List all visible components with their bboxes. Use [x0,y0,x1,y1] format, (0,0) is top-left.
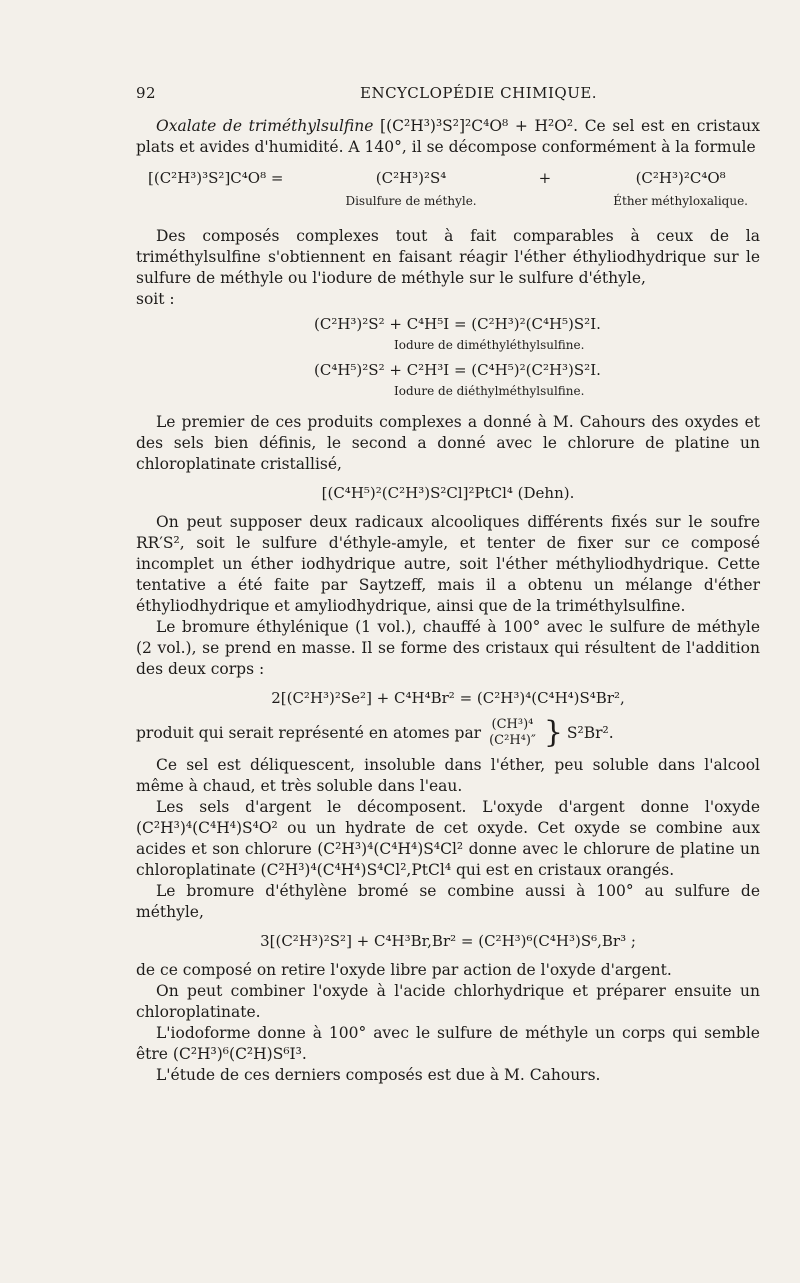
paragraph-chloroplatinate: On peut combiner l'oxyde à l'acide chlorhydrique et préparer ensuite un chloroplatinate. [136,982,760,1021]
paragraph-iodoforme: L'iodoforme donne à 100° avec le sulfure de méthyle un corps qui semble être (C²H³)⁶(C²H)S⁶I³. [136,1024,760,1063]
eq1-right-text: (C²H³)²C⁴O⁸ [635,169,726,187]
eq1-left [148,168,283,189]
eq1-right-caption: Éther méthyloxalique. [613,194,748,208]
equation-diethylmethyl: (C⁴H⁵)²S² + C²H³I = (C⁴H⁵)²(C²H³)S²I. [314,361,601,379]
eq1-left-text: [(C²H³)³S²]C⁴O⁸ = [148,169,284,187]
paragraph-sels-argent: Les sels d'argent le décomposent. L'oxyde d'argent donne l'oxyde (C²H³)⁴(C⁴H⁴)S⁴O² ou un hydrate de cet oxyde. Cet oxyde se combine aux acides et son chlorure (C²H³)⁴(C⁴H⁴)S⁴Cl² donne avec le chlorure de platine un chloroplatinate (C²H³)⁴(C⁴H⁴)S⁴Cl²,PtCl⁴ qui est en cristaux orangés. [136,798,760,879]
eq1-plus [539,168,552,189]
equation-bromure-brome: 3[(C²H³)²S²] + C⁴H³Br,Br² = (C²H³)⁶(C⁴H³)S⁶,Br³ ; [260,932,636,950]
running-title: ENCYCLOPÉDIE CHIMIQUE. [360,84,598,102]
paragraph-oxalate [136,116,760,158]
paragraph-oxalate-text: [(C²H³)³S²]²C⁴O⁸ + H²O². Ce sel est en cristaux plats et avides d'humidité. A 140°, il se décompose conformément à la formule [136,117,760,156]
paragraph-bromure-ethylene-brome: Le bromure d'éthylène bromé se combine aussi à 100° au sulfure de méthyle, [136,882,760,921]
equation-dimethylethyl-caption: Iodure de diméthyléthylsulfine. [394,338,585,352]
eq1-right [613,168,748,212]
body-text [136,116,760,1086]
paragraph-oxyde-libre: de ce composé on retire l'oxyde libre par action de l'oxyde d'argent. [136,961,672,979]
paragraph-deliquescent: Ce sel est déliquescent, insoluble dans l'éther, peu soluble dans l'alcool même à chaud, et très soluble dans l'eau. [136,756,760,795]
eq1-plus-text: + [538,169,552,187]
equation-bromure: 2[(C²H³)²Se²] + C⁴H⁴Br² = (C²H³)⁴(C⁴H⁴)S⁴Br², [271,689,625,707]
page-number: 92 [136,84,157,102]
paragraph-saytzeff: On peut supposer deux radicaux alcooliques différents fixés sur le soufre RR′S², soit le sulfure d'éthyle-amyle, et tenter de fixer sur ce composé incomplet un éther iodhydrique autre, soit l'éther méthyliodhydrique. Cette tentative a été faite par Saytzeff, mais il a obtenu un mélange d'éther éthyliodhydrique et amyliodhydrique, ainsi que de la triméthylsulfine. [136,513,760,615]
eq1-mid-caption: Disulfure de méthyle. [345,194,477,208]
paragraph-conclusion: L'étude de ces derniers composés est due à M. Cahours. [156,1066,601,1084]
eq1-mid-text: (C²H³)²S⁴ [375,169,447,187]
equation-chloroplatinate: [(C⁴H⁵)²(C²H³)S²Cl]²PtCl⁴ (Dehn). [321,484,575,502]
atoms-right: S²Br². [566,723,614,742]
atoms-representation [136,717,760,749]
equations-iodures [136,314,760,402]
equation-dimethylethyl: (C²H³)²S² + C⁴H⁵I = (C²H³)²(C⁴H⁵)S²I. [314,315,601,333]
atoms-fraction [489,717,536,749]
atoms-top: (CH³)⁴ [491,717,534,732]
atoms-bottom: (C²H⁴)″ [489,733,536,748]
atoms-text: produit qui serait représenté en atomes par [136,723,482,742]
equation-diethylmethyl-caption: Iodure de diéthylméthylsulfine. [394,384,585,398]
paragraph-cahours: Le premier de ces produits complexes a donné à M. Cahours des oxydes et des sels bien définis, le second a donné avec le chlorure de platine un chloroplatinate cristallisé, [136,413,760,473]
compound-title: Oxalate de triméthylsulfine [156,117,374,135]
eq1-mid [345,168,476,212]
soit-label: soit : [136,290,175,308]
page-header [136,84,736,106]
brace-glyph: } [543,715,563,750]
paragraph-bromure-ethylenique: Le bromure éthylénique (1 vol.), chauffé à 100° avec le sulfure de méthyle (2 vol.), se prend en masse. Il se forme des cristaux qui résultent de l'addition des deux corps : [136,618,760,678]
paragraph-complex-compounds: Des composés complexes tout à fait comparables à ceux de la triméthylsulfine s'obtiennent en faisant réagir l'éther éthyliodhydrique sur le sulfure de méthyle ou l'iodure de méthyle sur le sulfure d'éthyle, [136,227,760,287]
decomposition-equation [148,168,748,212]
